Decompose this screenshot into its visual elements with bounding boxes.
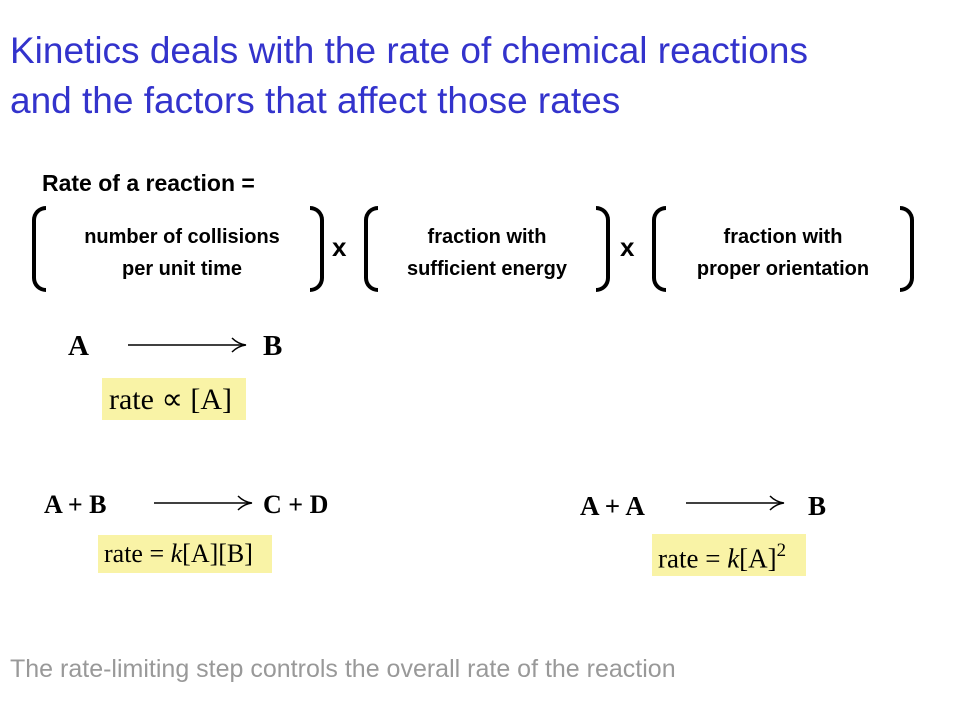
reaction1-rate-law: rate ∝ [A] — [102, 378, 246, 420]
reaction3-arrow-icon — [686, 494, 786, 514]
reaction2-rate-constant: k — [170, 539, 183, 568]
factor-collisions — [32, 221, 332, 285]
reaction2-products: C + D — [263, 490, 329, 519]
factor-orientation — [652, 221, 914, 285]
reaction3-rate-law — [652, 534, 806, 576]
reaction3-rate-constant: k — [727, 543, 740, 574]
reaction2-reactants: A + B — [44, 490, 107, 519]
factor-energy-line-1: fraction with — [427, 226, 547, 248]
reaction1-arrow-icon — [128, 336, 248, 356]
reaction2-rate-suffix: [A][B] — [182, 539, 253, 568]
title-line-2: and the factors that affect those rates — [10, 80, 621, 121]
reaction3-rate-prefix: rate = — [658, 543, 728, 574]
reaction2-rate-prefix: rate = — [104, 539, 171, 568]
reaction3-rate-exponent: 2 — [776, 540, 787, 561]
right-bracket-2 — [596, 206, 610, 292]
factor-energy — [364, 221, 610, 285]
reaction2-rate-law — [98, 535, 272, 573]
factor-collisions-line-2: per unit time — [121, 258, 242, 280]
footer-note: The rate-limiting step controls the overall rate of the reaction — [10, 655, 676, 683]
factor-energy-line-2: sufficient energy — [406, 258, 568, 280]
right-bracket-1 — [310, 206, 324, 292]
reaction2-arrow-icon — [154, 494, 254, 514]
factor-orientation-line-2: proper orientation — [696, 258, 870, 280]
rate-equation-label: Rate of a reaction = — [42, 170, 255, 196]
reaction3-rate-suffix: [A] — [739, 543, 777, 574]
slide-title — [10, 26, 950, 126]
multiply-sign-1: x — [332, 232, 347, 262]
reaction3-reactants: A + A — [580, 491, 645, 521]
factor-collisions-line-1: number of collisions — [84, 226, 280, 248]
reaction1-product: B — [263, 330, 283, 362]
factor-orientation-line-1: fraction with — [723, 226, 843, 248]
reaction3-product: B — [808, 491, 827, 521]
multiply-sign-2: x — [620, 232, 635, 262]
reaction1-reactant: A — [68, 330, 89, 362]
title-line-1: Kinetics deals with the rate of chemical reactions — [10, 30, 808, 71]
right-bracket-3 — [900, 206, 914, 292]
